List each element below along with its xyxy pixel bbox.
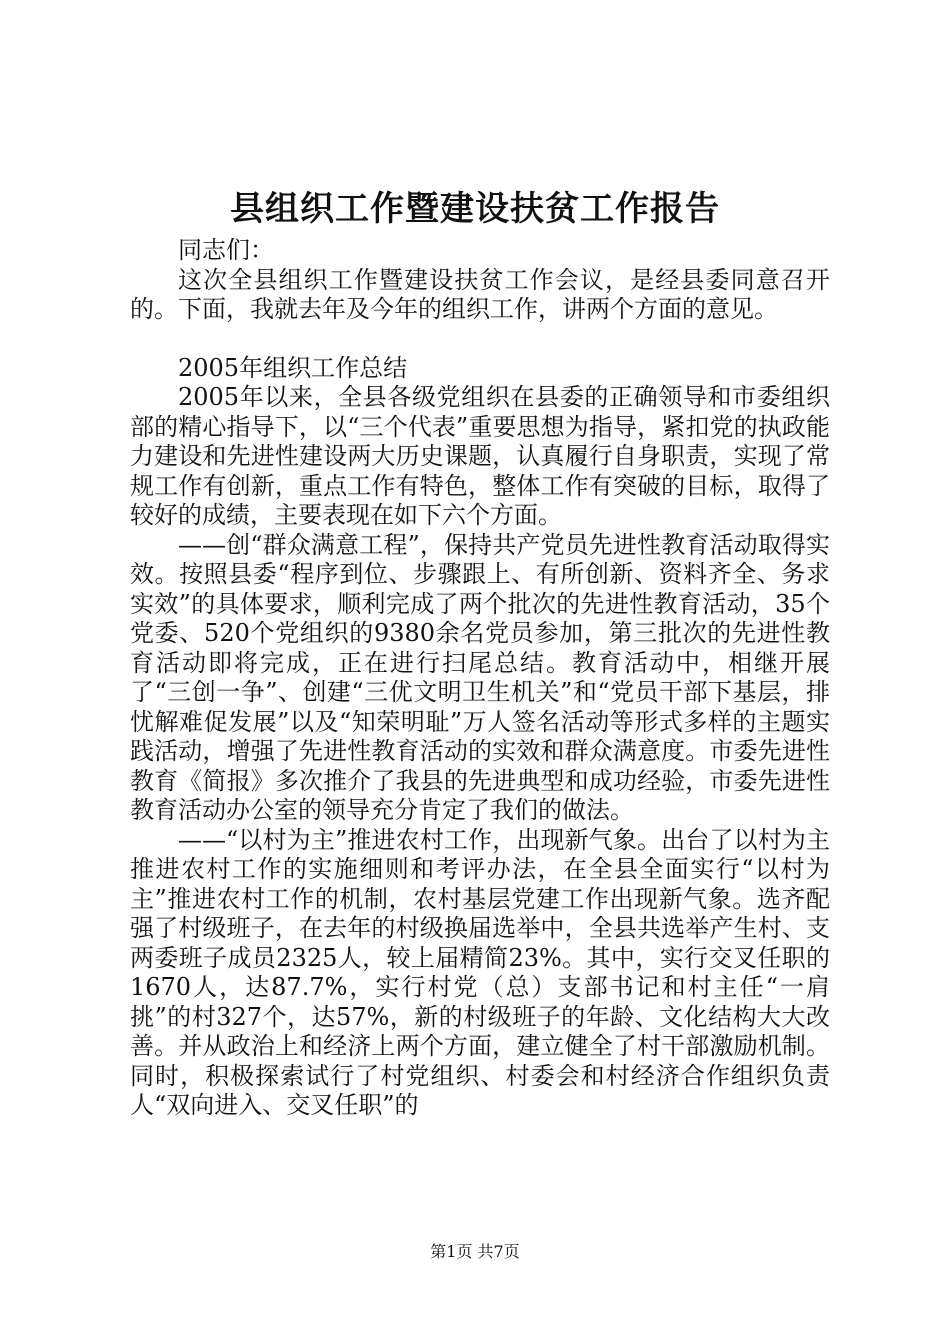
salutation-paragraph: 同志们： — [178, 236, 274, 264]
intro-paragraph: 这次全县组织工作暨建设扶贫工作会议，是经县委同意召开的。下面，我就去年及今年的组织工作，讲两个方面的意见。 — [130, 265, 830, 323]
page-number-footer: 第1页 共7页 — [430, 1242, 520, 1261]
point-paragraph-2: ——“以村为主”推进农村工作，出现新气象。出台了以村为主推进农村工作的实施细则和考评办法，在全县全面实行“以村为主”推进农村工作的机制，农村基层党建工作出现新气象。选齐配强了村级班子，在去年的村级换届选举中，全县共选举产生村、支两委班子成员2325人，较上届精简23%。其中，实行交叉任职的1670人，达87.7%，实行村党（总）支部书记和村主任“一肩挑”的村327个，达57%，新的村级班子的年龄、文化结构大大改善。并从政治上和经济上两个方面，建立健全了村干部激励机制。同时，积极探索试行了村党组织、村委会和村经济合作组织负责人“双向进入、交叉任职”的 — [130, 825, 830, 1119]
document-title: 县组织工作暨建设扶贫工作报告 — [230, 189, 720, 229]
document-body — [130, 236, 830, 1121]
summary-paragraph: 2005年以来，全县各级党组织在县委的正确领导和市委组织部的精心指导下，以“三个代表”重要思想为指导，紧扣党的执政能力建设和先进性建设两大历史课题，认真履行自身职责，实现了常规工作有创新，重点工作有特色，整体工作有突破的目标，取得了较好的成绩，主要表现在如下六个方面。 — [130, 383, 830, 529]
point-paragraph-1: ——创“群众满意工程”，保持共产党员先进性教育活动取得实效。按照县委“程序到位、步骤跟上、有所创新、资料齐全、务求实效”的具体要求，顺利完成了两个批次的先进性教育活动，35个党委、520个党组织的9380余名党员参加，第三批次的先进性教育活动即将完成，正在进行扫尾总结。教育活动中，相继开展了“三创一争”、创建“三优文明卫生机关”和“党员干部下基层，排忧解难促发展”以及“知荣明耻”万人签名活动等形式多样的主题实践活动，增强了先进性教育活动的实效和群众满意度。市委先进性教育《简报》多次推介了我县的先进典型和成功经验，市委先进性教育活动办公室的领导充分肯定了我们的做法。 — [130, 530, 830, 824]
section-heading: 2005年组织工作总结 — [178, 353, 408, 382]
